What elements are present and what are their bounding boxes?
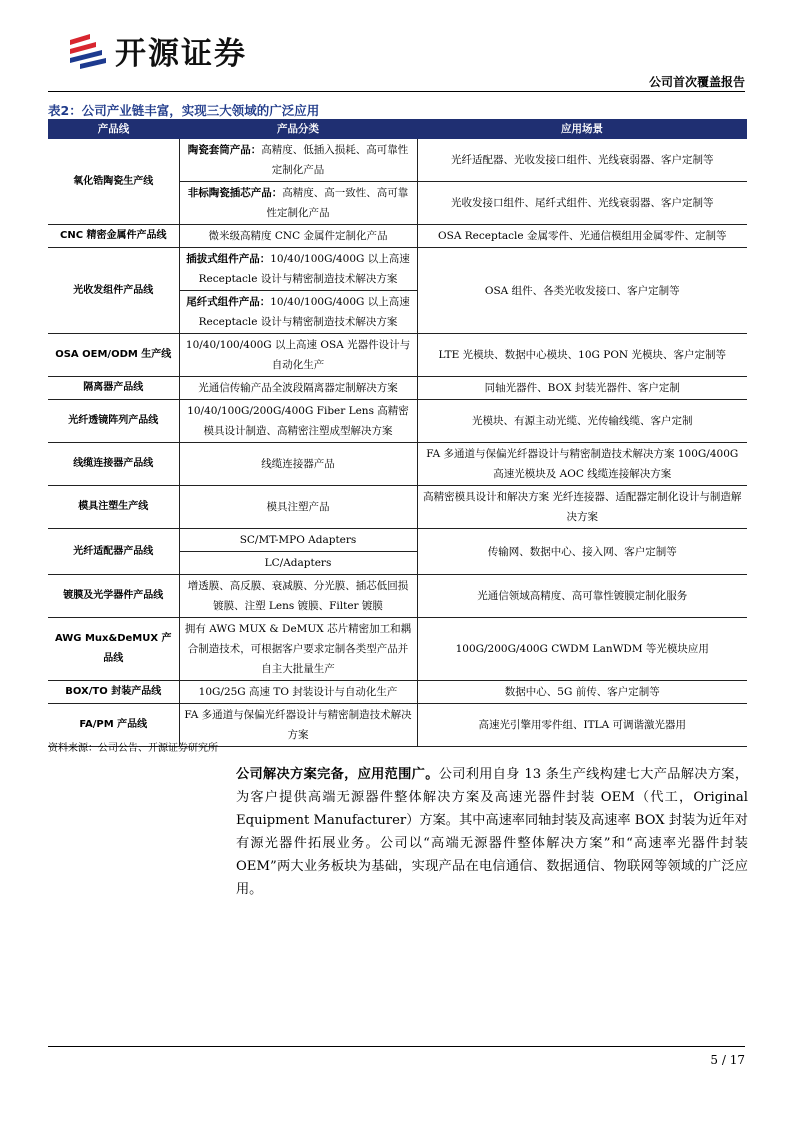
table-source-note: 资料来源：公司公告、开源证券研究所 — [48, 743, 218, 754]
product-category: FA 多通道与保偏光纤器设计与精密制造技术解决方案 — [179, 704, 417, 747]
product-chain-table — [48, 119, 747, 747]
table-row — [48, 334, 747, 377]
application-scenario: 光模块、有源主动光缆、光传输线缆、客户定制 — [417, 400, 747, 443]
paragraph-lead: 公司解决方案完备，应用范围广。 — [236, 767, 439, 782]
product-category: 模具注塑产品 — [179, 486, 417, 529]
application-scenario: 高精密模具设计和解决方案 光纤连接器、适配器定制化设计与制造解决方案 — [417, 486, 747, 529]
application-scenario: FA 多通道与保偏光纤器设计与精密制造技术解决方案 100G/400G 高速光模块及 AOC 线缆连接解决方案 — [417, 443, 747, 486]
column-header: 应用场景 — [417, 119, 747, 139]
table-header-row — [48, 119, 747, 139]
column-header: 产品分类 — [179, 119, 417, 139]
application-scenario: OSA 组件、各类光收发接口、客户定制等 — [417, 248, 747, 334]
paragraph-body: 公司利用自身 13 条生产线构建七大产品解决方案，为客户提供高端无源器件整体解决方案及高速光器件封装 OEM（代工，Original Equipment Manufacturer）方案。其中高速率同轴封装及高速率 BOX 封装为近年对有源光器件拓展业务。公司以“高端无源器件整体解决方案”和“高速率光器件封装 OEM”两大业务板块为基础，实现产品在电信通信、数据通信、物联网等领域的广泛应用。 — [236, 767, 749, 897]
table-row — [48, 529, 747, 552]
product-category: 微米级高精度 CNC 金属件定制化产品 — [179, 225, 417, 248]
product-category: 插拔式组件产品：10/40/100G/400G 以上高速 Receptacle 设计与精密制造技术解决方案 — [179, 248, 417, 291]
product-category: 拥有 AWG MUX & DeMUX 芯片精密加工和耦合制造技术，可根据客户要求定制各类型产品并自主大批量生产 — [179, 618, 417, 681]
table-row — [48, 575, 747, 618]
product-category: SC/MT-MPO Adapters — [179, 529, 417, 552]
table-row — [48, 618, 747, 681]
product-category: 陶瓷套筒产品：高精度、低插入损耗、高可靠性定制化产品 — [179, 139, 417, 182]
body-paragraph — [236, 763, 748, 901]
application-scenario: 100G/200G/400G CWDM LanWDM 等光模块应用 — [417, 618, 747, 681]
product-category: 尾纤式组件产品：10/40/100G/400G 以上高速 Receptacle 设计与精密制造技术解决方案 — [179, 291, 417, 334]
product-category: 线缆连接器产品 — [179, 443, 417, 486]
application-scenario: 光纤适配器、光收发接口组件、光线衰弱器、客户定制等 — [417, 139, 747, 182]
application-scenario: 数据中心、5G 前传、客户定制等 — [417, 681, 747, 704]
application-scenario: 光通信领域高精度、高可靠性镀膜定制化服务 — [417, 575, 747, 618]
product-line: 氧化锆陶瓷生产线 — [48, 139, 179, 225]
product-category: 10G/25G 高速 TO 封装设计与自动化生产 — [179, 681, 417, 704]
report-type: 公司首次覆盖报告 — [648, 75, 745, 89]
product-line: AWG Mux&DeMUX 产品线 — [48, 618, 179, 681]
product-category: 增透膜、高反膜、衰减膜、分光膜、插芯低回损镀膜、注塑 Lens 镀膜、Filter 镀膜 — [179, 575, 417, 618]
product-line: CNC 精密金属件产品线 — [48, 225, 179, 248]
product-line: 光收发组件产品线 — [48, 248, 179, 334]
product-category: 10/40/100/400G 以上高速 OSA 光器件设计与自动化生产 — [179, 334, 417, 377]
page-number: 5 / 17 — [710, 1053, 745, 1067]
product-line: 线缆连接器产品线 — [48, 443, 179, 486]
table-row — [48, 377, 747, 400]
product-line: 光纤透镜阵列产品线 — [48, 400, 179, 443]
application-scenario: 同轴光器件、BOX 封装光器件、客户定制 — [417, 377, 747, 400]
table-row — [48, 486, 747, 529]
product-line: 隔离器产品线 — [48, 377, 179, 400]
column-header: 产品线 — [48, 119, 179, 139]
application-scenario: 光收发接口组件、尾纤式组件、光线衰弱器、客户定制等 — [417, 182, 747, 225]
table-row — [48, 139, 747, 182]
product-line: 光纤适配器产品线 — [48, 529, 179, 575]
brand-logo-icon — [66, 28, 110, 70]
table-title: 表2：公司产业链丰富，实现三大领域的广泛应用 — [48, 103, 320, 118]
table-row — [48, 681, 747, 704]
application-scenario: 传输网、数据中心、接入网、客户定制等 — [417, 529, 747, 575]
product-line: BOX/TO 封装产品线 — [48, 681, 179, 704]
table-row — [48, 248, 747, 291]
product-category: LC/Adapters — [179, 552, 417, 575]
table-row — [48, 443, 747, 486]
application-scenario: 高速光引擎用零件组、ITLA 可调谐激光器用 — [417, 704, 747, 747]
brand-name: 开源证券 — [115, 36, 247, 72]
product-line: 镀膜及光学器件产品线 — [48, 575, 179, 618]
table-row — [48, 225, 747, 248]
product-category: 非标陶瓷插芯产品：高精度、高一致性、高可靠性定制化产品 — [179, 182, 417, 225]
product-line: FA/PM 产品线 — [48, 704, 179, 747]
application-scenario: LTE 光模块、数据中心模块、10G PON 光模块、客户定制等 — [417, 334, 747, 377]
header-rule — [48, 91, 745, 92]
footer-rule — [48, 1046, 745, 1047]
product-line: OSA OEM/ODM 生产线 — [48, 334, 179, 377]
table-row — [48, 400, 747, 443]
product-category: 光通信传输产品全波段隔离器定制解决方案 — [179, 377, 417, 400]
product-line: 模具注塑生产线 — [48, 486, 179, 529]
product-category: 10/40/100G/200G/400G Fiber Lens 高精密模具设计制造、高精密注塑成型解决方案 — [179, 400, 417, 443]
application-scenario: OSA Receptacle 金属零件、光通信模组用金属零件、定制等 — [417, 225, 747, 248]
